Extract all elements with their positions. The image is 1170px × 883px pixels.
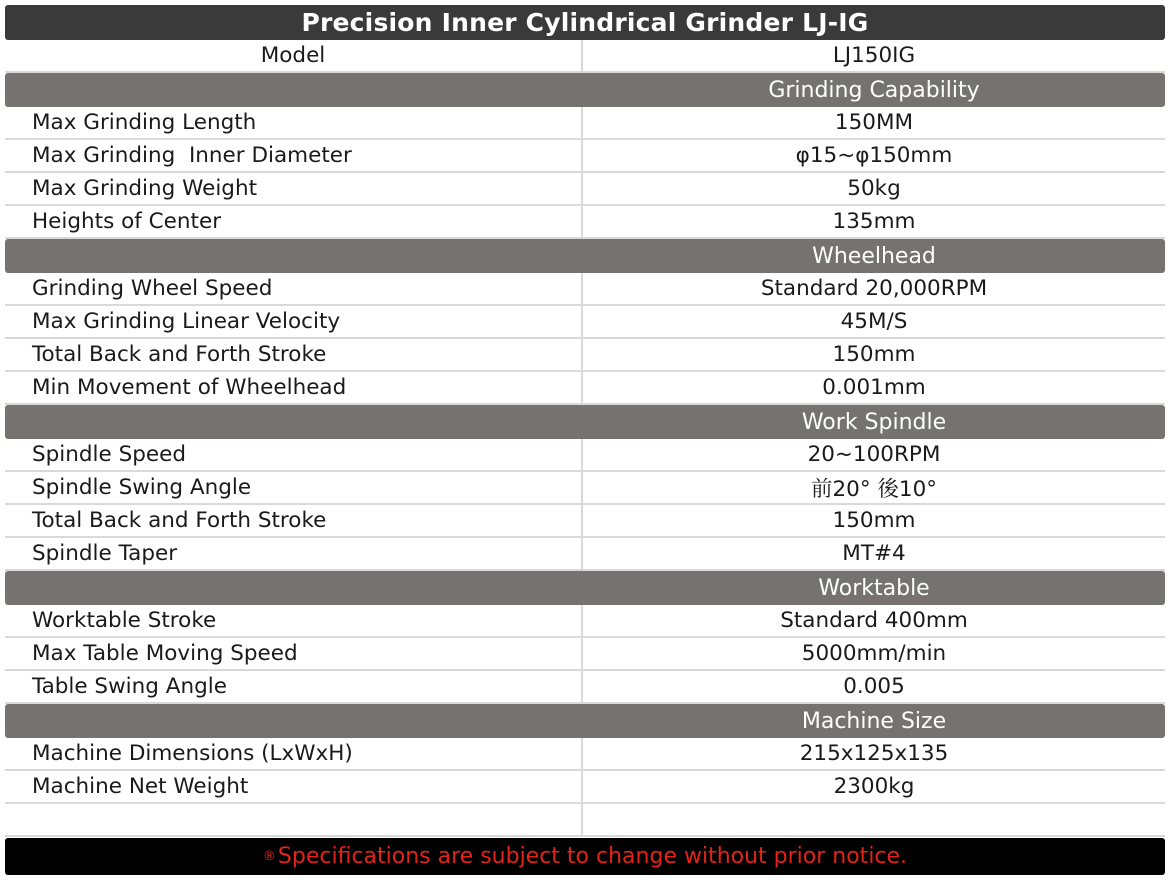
spec-row — [5, 671, 1165, 704]
spec-row — [5, 107, 1165, 140]
spec-label: Heights of Center — [5, 206, 583, 237]
spec-row — [5, 339, 1165, 372]
spec-value: 150mm — [832, 508, 916, 533]
registered-mark: ® — [262, 849, 276, 864]
spec-value: MT#4 — [842, 541, 906, 566]
spec-row — [5, 206, 1165, 239]
spec-row — [5, 505, 1165, 538]
spec-label: Table Swing Angle — [5, 671, 583, 702]
spec-label: Total Back and Forth Stroke — [5, 339, 583, 370]
spec-label: Max Grinding Weight — [5, 173, 583, 204]
spec-value: 2300kg — [833, 774, 915, 799]
spec-row — [5, 638, 1165, 671]
spec-row — [5, 306, 1165, 339]
spec-label: Machine Net Weight — [5, 771, 583, 802]
spec-row — [5, 605, 1165, 638]
spec-value: 前20° 後10° — [810, 477, 938, 502]
spec-row — [5, 538, 1165, 571]
spec-row — [5, 771, 1165, 804]
spec-row — [5, 273, 1165, 306]
spec-label: Spindle Speed — [5, 439, 583, 470]
empty-row — [5, 804, 1165, 837]
spec-row — [5, 472, 1165, 505]
spec-value: 150MM — [834, 110, 914, 135]
section-title: Wheelhead — [812, 243, 936, 269]
spec-value: 135mm — [832, 209, 916, 234]
spec-label: Min Movement of Wheelhead — [5, 372, 583, 403]
spec-row — [5, 173, 1165, 206]
model-label: Model — [5, 40, 583, 71]
spec-value: 20~100RPM — [807, 442, 941, 467]
disclaimer-bar — [5, 838, 1165, 875]
spec-row — [5, 140, 1165, 173]
spec-label: Max Grinding Length — [5, 107, 583, 138]
section-header-work-spindle — [5, 405, 1165, 439]
spec-sheet — [5, 5, 1165, 837]
spec-value: Standard 20,000RPM — [760, 276, 988, 301]
spec-label: Spindle Taper — [5, 538, 583, 569]
spec-label: Max Grinding Linear Velocity — [5, 306, 583, 337]
spec-row — [5, 372, 1165, 405]
spec-value: φ15~φ150mm — [795, 143, 953, 168]
spec-value: 150mm — [832, 342, 916, 367]
spec-row — [5, 738, 1165, 771]
model-row — [5, 40, 1165, 73]
section-header-wheelhead — [5, 239, 1165, 273]
spec-value: Standard 400mm — [780, 608, 968, 633]
disclaimer-text: Specifications are subject to change without prior notice. — [277, 844, 908, 869]
spec-value: 45M/S — [840, 309, 908, 334]
spec-label: Total Back and Forth Stroke — [5, 505, 583, 536]
spec-row — [5, 439, 1165, 472]
spec-value: 0.001mm — [822, 375, 926, 400]
spec-label: Worktable Stroke — [5, 605, 583, 636]
spec-label: Spindle Swing Angle — [5, 472, 583, 503]
spec-value: 50kg — [847, 176, 901, 201]
section-title: Machine Size — [801, 708, 947, 734]
spec-label: Max Table Moving Speed — [5, 638, 583, 669]
spec-label: Grinding Wheel Speed — [5, 273, 583, 304]
section-title: Worktable — [818, 575, 930, 601]
sheet-title: Precision Inner Cylindrical Grinder LJ-IG — [5, 5, 1165, 40]
spec-label: Max Grinding Inner Diameter — [5, 140, 583, 171]
spec-value: 5000mm/min — [801, 641, 947, 666]
spec-label: Machine Dimensions (LxWxH) — [5, 738, 583, 769]
section-title: Grinding Capability — [768, 77, 980, 103]
model-value: LJ150IG — [832, 43, 916, 68]
section-header-machine-size — [5, 704, 1165, 738]
section-header-grinding-capability — [5, 73, 1165, 107]
section-header-worktable — [5, 571, 1165, 605]
spec-value: 0.005 — [843, 674, 905, 699]
spec-value: 215x125x135 — [799, 741, 949, 766]
section-title: Work Spindle — [801, 409, 947, 435]
